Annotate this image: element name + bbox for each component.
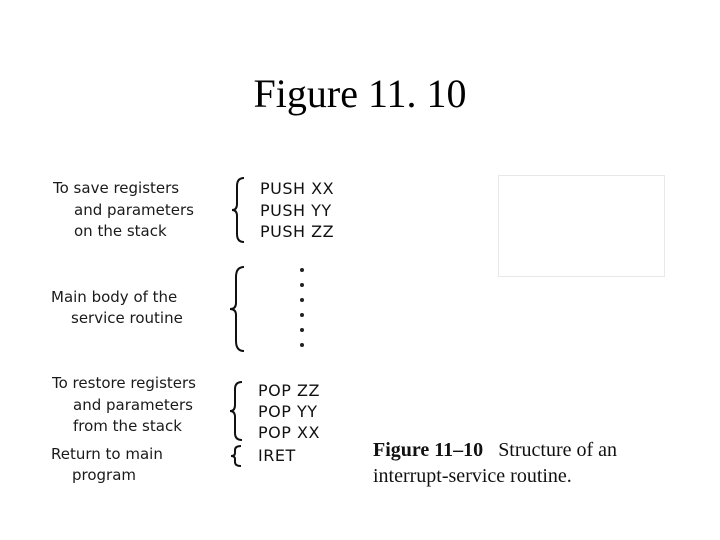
iret: IRET [258,446,296,465]
ellipsis-dot [300,283,304,287]
page-title: Figure 11. 10 [253,71,467,116]
ellipsis-dot [300,343,304,347]
pop-xx: POP XX [258,423,320,442]
return-brace [229,444,243,468]
ellipsis-dot [300,298,304,302]
save-label-line-3: on the stack [74,222,167,240]
push-xx: PUSH XX [260,179,335,198]
ellipsis-dot [300,313,304,317]
caption-text-2: interrupt-service routine. [373,465,572,487]
main-brace [228,265,246,353]
restore-brace [228,380,244,442]
caption-text-1: Structure of an [498,439,618,461]
save-label-line-2: and parameters [74,201,194,219]
restore-label-line-1: To restore registers [52,374,196,392]
return-label-line-1: Return to main [51,445,163,463]
push-yy: PUSH YY [260,201,332,220]
caption-number: Figure 11–10 [373,439,484,461]
pop-zz: POP ZZ [258,381,320,400]
ellipsis-dot [300,328,304,332]
restore-label-line-3: from the stack [73,417,182,435]
restore-label-line-2: and parameters [73,396,193,414]
main-label-line-1: Main body of the [51,288,178,306]
return-label-line-2: program [72,466,137,484]
pop-yy: POP YY [258,402,318,421]
figure-caption [373,437,617,489]
push-zz: PUSH ZZ [260,222,335,241]
ellipsis-dot [300,268,304,272]
main-body-ellipsis [300,268,306,358]
scan-artifact-box [498,175,665,277]
save-brace [230,176,246,244]
save-label-line-1: To save registers [53,179,180,197]
main-label-line-2: service routine [71,309,183,327]
